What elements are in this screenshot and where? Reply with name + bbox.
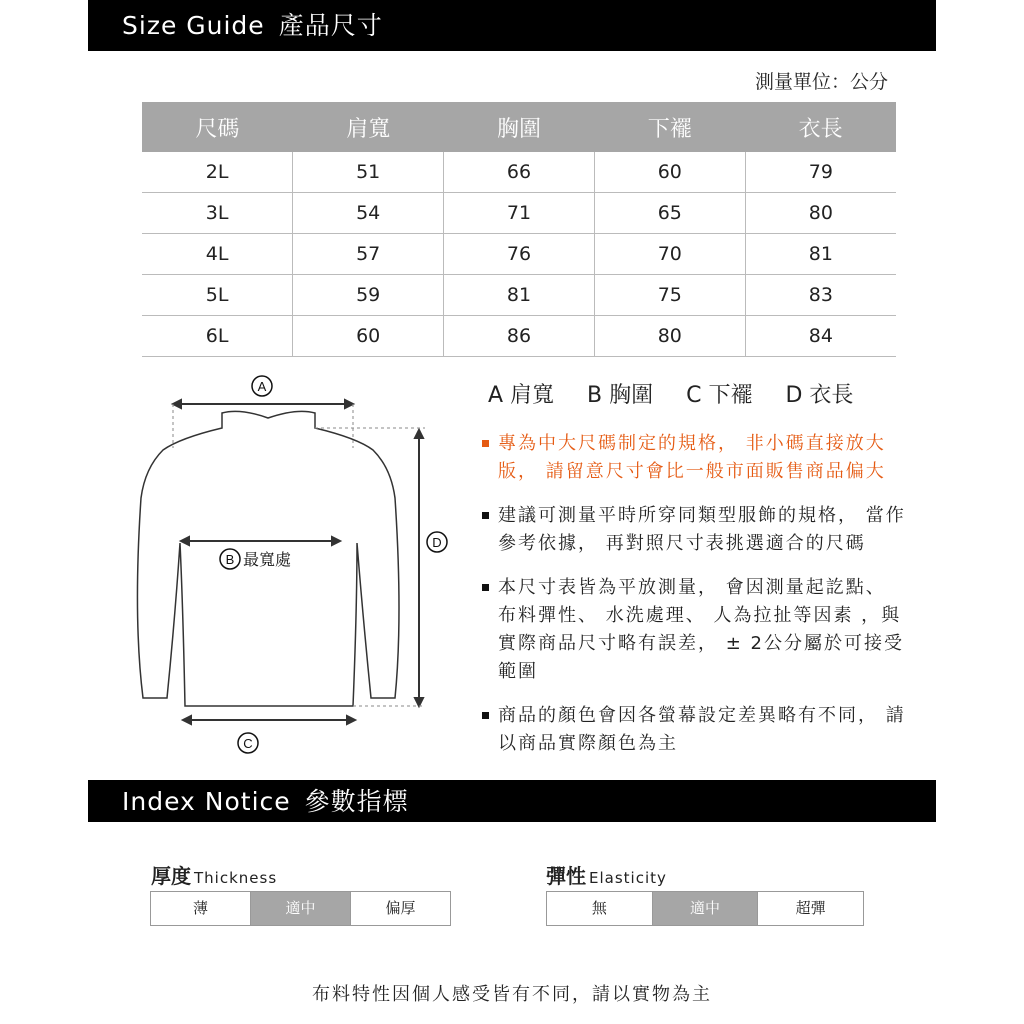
size-guide-header — [88, 0, 936, 51]
table-cell: 59 — [293, 275, 444, 316]
table-cell: 5L — [142, 275, 293, 316]
marker-d — [427, 532, 447, 552]
thickness-option: 薄 — [192, 899, 208, 917]
table-cell: 4L — [142, 234, 293, 275]
bullet-square-icon — [482, 512, 489, 519]
table-cell: 79 — [745, 152, 896, 193]
table-cell: 51 — [293, 152, 444, 193]
note-text: 本尺寸表皆為平放測量， 會因測量起訖點、 布料彈性、 水洗處理、 人為拉扯等因素 ，與實際商品尺寸略有誤差， ± 2公分屬於可接受範圍 — [498, 577, 904, 682]
marker-d-label: D — [432, 535, 442, 550]
bullet-square-icon — [482, 584, 489, 591]
header-hem: 下襬 — [594, 102, 745, 152]
marker-c — [238, 733, 258, 753]
table-cell: 80 — [594, 316, 745, 357]
table-cell: 54 — [293, 193, 444, 234]
measurement-unit-label: 測量單位：公分 — [754, 71, 888, 93]
thickness-title — [151, 860, 277, 889]
table-row — [142, 275, 896, 316]
note-text: 建議可測量平時所穿同類型服飾的規格， 當作參考依據， 再對照尺寸表挑選適合的尺碼 — [498, 505, 906, 554]
table-cell: 86 — [444, 316, 595, 357]
table-cell: 81 — [444, 275, 595, 316]
marker-c-label: C — [243, 736, 253, 751]
header-length: 衣長 — [745, 102, 896, 152]
table-row — [142, 316, 896, 357]
index-notice-title-en: Index Notice — [122, 787, 291, 816]
thickness-label-en: Thickness — [194, 869, 278, 887]
legend-item: D 衣長 — [785, 383, 854, 408]
header-shoulder: 肩寬 — [293, 102, 444, 152]
marker-a-label: A — [257, 379, 267, 394]
table-cell: 70 — [594, 234, 745, 275]
index-notice-header — [88, 780, 936, 822]
thickness-option: 偏厚 — [350, 892, 450, 925]
thickness-label-zh: 厚度 — [151, 864, 191, 888]
footer-note: 布料特性因個人感受皆有不同，請以實物為主 — [312, 984, 712, 1005]
table-cell: 60 — [293, 316, 444, 357]
marker-b — [220, 549, 291, 569]
table-cell: 65 — [594, 193, 745, 234]
table-cell: 75 — [594, 275, 745, 316]
table-row — [142, 152, 896, 193]
bullet-square-icon — [482, 440, 489, 447]
elasticity-label-zh: 彈性 — [546, 864, 586, 888]
note-text: 專為中大尺碼制定的規格， 非小碼直接放大版， 請留意尺寸會比一般市面販售商品偏大 — [498, 433, 886, 482]
table-cell: 57 — [293, 234, 444, 275]
table-cell: 81 — [745, 234, 896, 275]
table-cell: 3L — [142, 193, 293, 234]
table-row — [142, 234, 896, 275]
elasticity-title — [546, 860, 667, 889]
header-chest: 胸圍 — [444, 102, 595, 152]
table-cell: 76 — [444, 234, 595, 275]
table-cell: 2L — [142, 152, 293, 193]
marker-b-label: B — [225, 552, 235, 567]
table-cell: 66 — [444, 152, 595, 193]
thickness-scale — [150, 891, 451, 926]
note-item — [482, 502, 910, 558]
size-table-header-row — [142, 102, 896, 152]
thickness-option-selected: 適中 — [250, 892, 350, 925]
bullet-square-icon — [482, 712, 489, 719]
table-cell: 80 — [745, 193, 896, 234]
table-cell: 6L — [142, 316, 293, 357]
legend-item: B 胸圍 — [587, 383, 654, 408]
note-text: 商品的顏色會因各螢幕設定差異略有不同， 請以商品實際顏色為主 — [498, 705, 906, 754]
garment-diagram — [125, 368, 465, 763]
elasticity-option: 超彈 — [757, 892, 863, 925]
size-guide-title-zh: 產品尺寸 — [278, 11, 383, 40]
notes-list — [482, 430, 910, 774]
table-cell: 84 — [745, 316, 896, 357]
marker-a — [252, 376, 272, 396]
table-row — [142, 193, 896, 234]
measurement-legend — [488, 378, 879, 409]
note-item — [482, 702, 910, 758]
size-guide-title-en: Size Guide — [122, 11, 265, 40]
elasticity-label-en: Elasticity — [589, 869, 667, 887]
elasticity-scale — [546, 891, 864, 926]
marker-b-text: 最寬處 — [243, 550, 292, 569]
legend-item: A 肩寬 — [488, 383, 555, 408]
elasticity-option-selected: 適中 — [652, 892, 758, 925]
header-size: 尺碼 — [142, 102, 293, 152]
elasticity-option: 無 — [591, 899, 607, 917]
note-item — [482, 574, 910, 686]
table-cell: 60 — [594, 152, 745, 193]
table-cell: 83 — [745, 275, 896, 316]
legend-item: C 下襬 — [686, 383, 753, 408]
table-cell: 71 — [444, 193, 595, 234]
note-item — [482, 430, 910, 486]
size-table — [142, 102, 896, 357]
index-notice-title-zh: 參數指標 — [304, 787, 409, 816]
